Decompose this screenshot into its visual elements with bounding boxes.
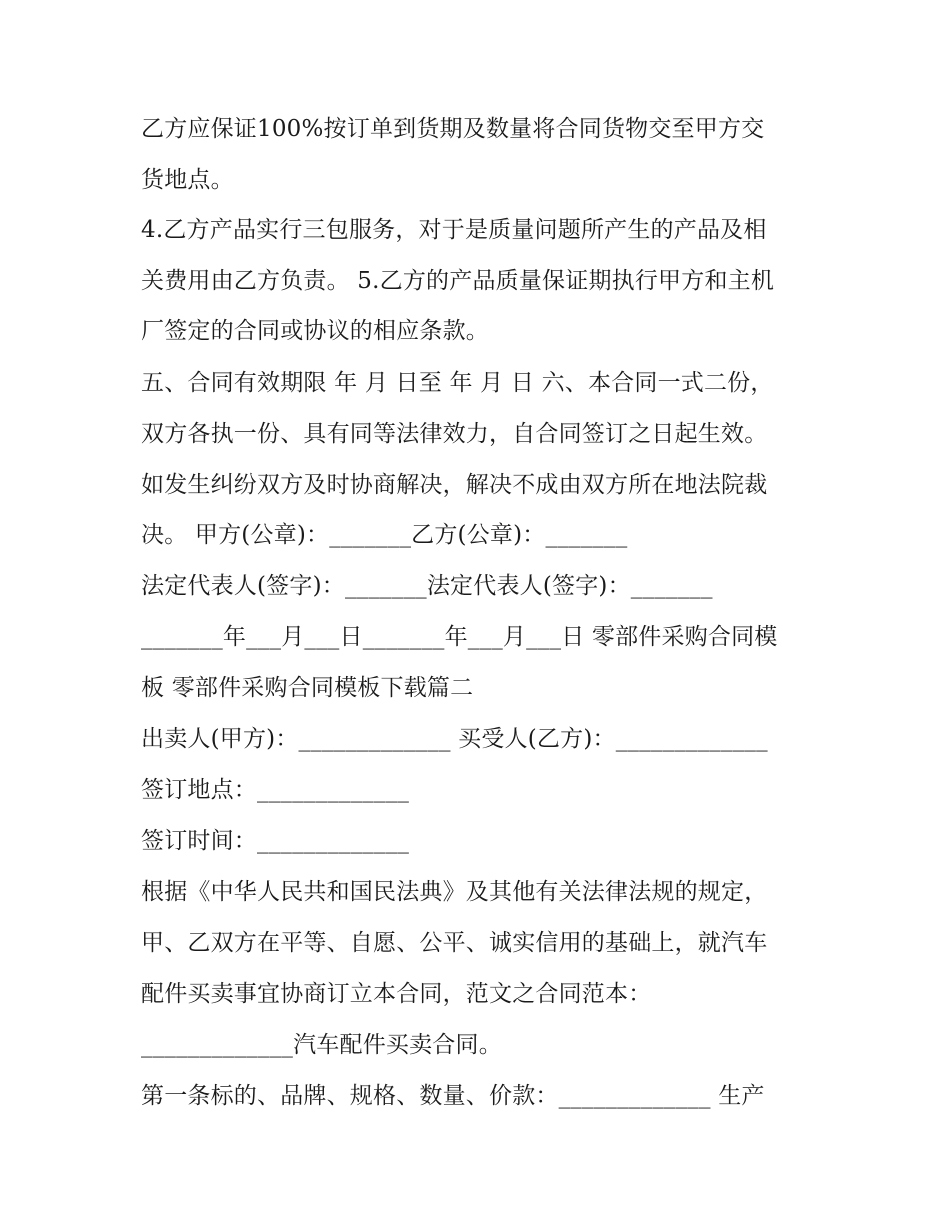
paragraph-line: 第一条标的、品牌、规格、数量、价款：_____________ 生产 bbox=[141, 1083, 765, 1109]
paragraph-line: 关费用由乙方负责。 5.乙方的产品质量保证期执行甲方和主机 bbox=[141, 268, 775, 294]
paragraph-line: 根据《中华人民共和国民法典》及其他有关法律法规的规定， bbox=[141, 879, 768, 905]
signing-place-line: 签订地点：_____________ bbox=[141, 777, 410, 803]
paragraph-line: 厂签定的合同或协议的相应条款。 bbox=[141, 318, 489, 344]
section-title: 板 零部件采购合同模板下载篇二 bbox=[141, 675, 474, 701]
paragraph-line: 配件买卖事宜协商订立本合同，范文之合同范本： bbox=[141, 981, 652, 1007]
paragraph-line: 甲、乙双方在平等、自愿、公平、诚实信用的基础上，就汽车 bbox=[141, 930, 768, 956]
paragraph-line: 五、合同有效期限 年 月 日至 年 月 日 六、本合同一式二份， bbox=[141, 370, 774, 396]
paragraph-line: _____________汽车配件买卖合同。 bbox=[141, 1032, 502, 1058]
paragraph-line: 4.乙方产品实行三包服务，对于是质量问题所产生的产品及相 bbox=[141, 217, 767, 243]
paragraph-line: 乙方应保证100%按订单到货期及数量将合同货物交至甲方交 bbox=[141, 116, 765, 142]
paragraph-line: 双方各执一份、具有同等法律效力，自合同签订之日起生效。 bbox=[141, 421, 768, 447]
paragraph-line: 如发生纠纷双方及时协商解决，解决不成由双方所在地法院裁 bbox=[141, 472, 768, 498]
signature-line: 决。 甲方(公章)：_______乙方(公章)：_______ bbox=[141, 522, 628, 548]
date-line: _______年___月___日_______年___月___日 零部件采购合同模 bbox=[141, 624, 778, 650]
paragraph-line: 货地点。 bbox=[141, 167, 234, 193]
party-line: 出卖人(甲方)：_____________ 买受人(乙方)：_____________ bbox=[141, 726, 768, 752]
signature-line: 法定代表人(签字)：_______法定代表人(签字)：_______ bbox=[141, 573, 713, 599]
signing-time-line: 签订时间：_____________ bbox=[141, 828, 410, 854]
